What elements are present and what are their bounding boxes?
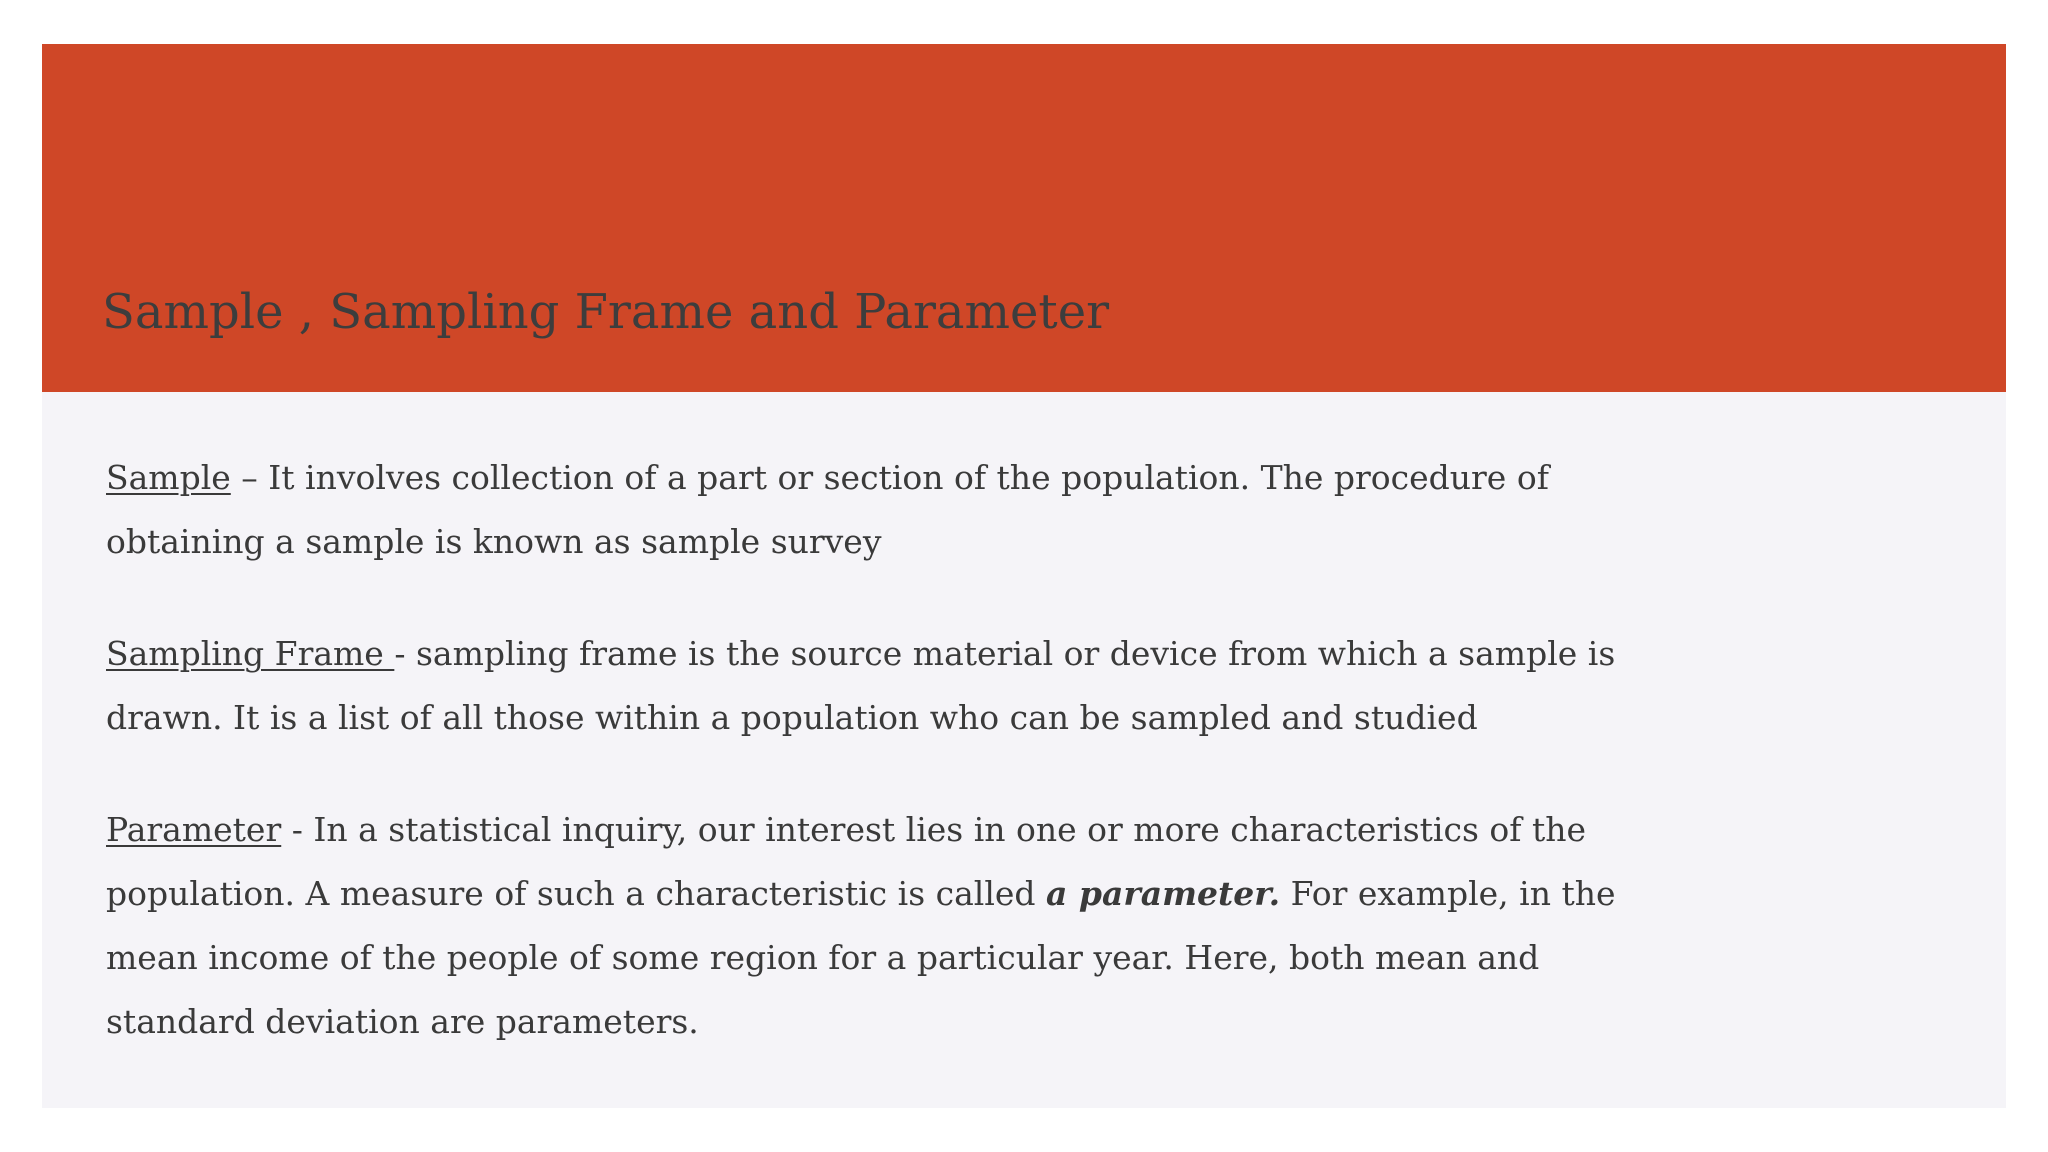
definition-parameter: - In a statistical inquiry, our interest lies in one or more characteristics of the population. A measure of such a characteristic is called xyxy=(106,810,1586,913)
paragraph-parameter xyxy=(106,798,1686,1054)
slide xyxy=(42,44,2006,1108)
paragraph-sampling-frame xyxy=(106,622,1686,750)
slide-title: Sample , Sampling Frame and Parameter xyxy=(102,284,1110,340)
term-sampling-frame: Sampling Frame xyxy=(106,634,395,673)
term-parameter: Parameter xyxy=(106,810,282,849)
slide-body xyxy=(106,446,1686,1102)
emphasis-parameter: a parameter. xyxy=(1046,874,1281,913)
definition-sample: – It involves collection of a part or section of the population. The procedure of obtaining a sample is known as sample survey xyxy=(106,458,1549,561)
paragraph-sample xyxy=(106,446,1686,574)
definition-parameter-continued: For example, in the mean income of the people of some region for a particular year. Here, both mean and standard deviation are parameters. xyxy=(106,874,1616,1041)
title-banner xyxy=(42,44,2006,392)
term-sample: Sample xyxy=(106,458,231,497)
definition-sampling-frame: - sampling frame is the source material or device from which a sample is drawn. It is a list of all those within a population who can be sampled and studied xyxy=(106,634,1616,737)
